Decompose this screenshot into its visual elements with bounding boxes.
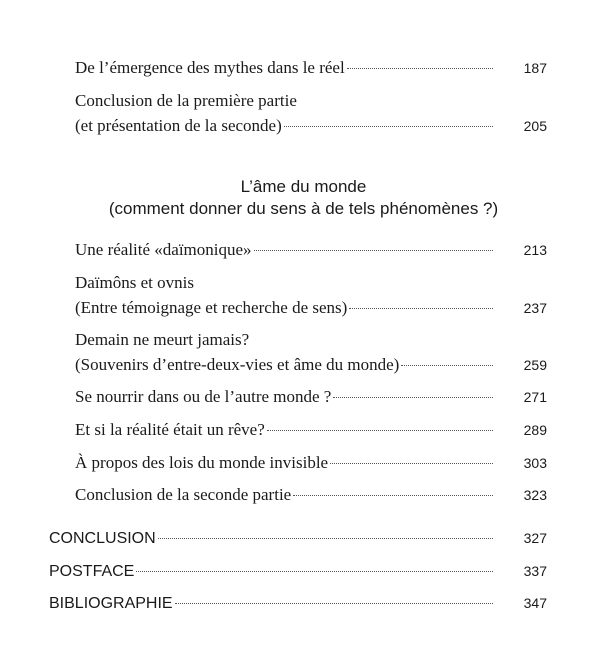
toc-entry-line1: Daïmôns et ovnis [75,273,194,292]
toc-entry[interactable] [49,563,547,581]
toc-entry-title: Et si la réalité était un rêve? [75,420,265,439]
toc-entry-title: Conclusion de la seconde partie [75,485,292,504]
section-title-line2: (comment donner du sens à de tels phénomènes ?) [108,199,499,218]
toc-entry[interactable] [49,530,547,548]
toc-entry-page: 271 [523,389,547,405]
toc-entry-page: 327 [523,530,547,546]
toc-entry-page: 213 [523,242,547,258]
toc-entry-page: 303 [523,455,547,471]
toc-entry[interactable] [75,116,547,136]
toc-entry[interactable] [75,420,547,440]
toc-entry-line1: Demain ne meurt jamais? [75,330,250,349]
section-title-line1: L’âme du monde [240,177,367,196]
toc-entry[interactable] [49,595,547,613]
toc-entry-page: 187 [523,60,547,76]
toc-entry-title: CONCLUSION [49,530,156,547]
toc-entry[interactable] [75,58,547,78]
dot-leader [175,603,493,604]
toc-entry-page: 237 [523,300,547,316]
toc-entry-page: 323 [523,487,547,503]
toc-entry-title: Une réalité «daïmonique» [75,240,252,259]
dot-leader [333,397,493,398]
toc-entry-title: (Entre témoignage et recherche de sens) [75,298,348,317]
dot-leader [293,495,493,496]
dot-leader [330,463,493,464]
toc-entry[interactable] [75,355,547,375]
toc-entry-title: (et présentation de la seconde) [75,116,282,135]
dot-leader [136,571,493,572]
section-title [0,176,607,220]
toc-entry[interactable] [75,453,547,473]
toc-entry-line1: Conclusion de la première partie [75,91,297,110]
toc-entry-title: De l’émergence des mythes dans le réel [75,58,345,77]
toc-entry[interactable] [75,298,547,318]
dot-leader [349,308,493,309]
toc-entry-title: Se nourrir dans ou de l’autre monde ? [75,387,332,406]
toc-entry[interactable] [75,240,547,260]
toc-entry-page: 259 [523,357,547,373]
toc-entry-title: POSTFACE [49,563,135,580]
toc-entry-page: 289 [523,422,547,438]
toc-entry-title: BIBLIOGRAPHIE [49,595,173,612]
dot-leader [401,365,493,366]
toc-entry-page: 337 [523,563,547,579]
dot-leader [158,538,493,539]
toc-entry[interactable] [75,387,547,407]
dot-leader [347,68,493,69]
toc-entry-page: 347 [523,595,547,611]
dot-leader [267,430,493,431]
toc-entry-title: (Souvenirs d’entre-deux-vies et âme du monde) [75,355,400,374]
toc-entry[interactable] [75,485,547,505]
toc-entry-title: À propos des lois du monde invisible [75,453,329,472]
dot-leader [254,250,493,251]
dot-leader [284,126,493,127]
toc-entry-page: 205 [523,118,547,134]
